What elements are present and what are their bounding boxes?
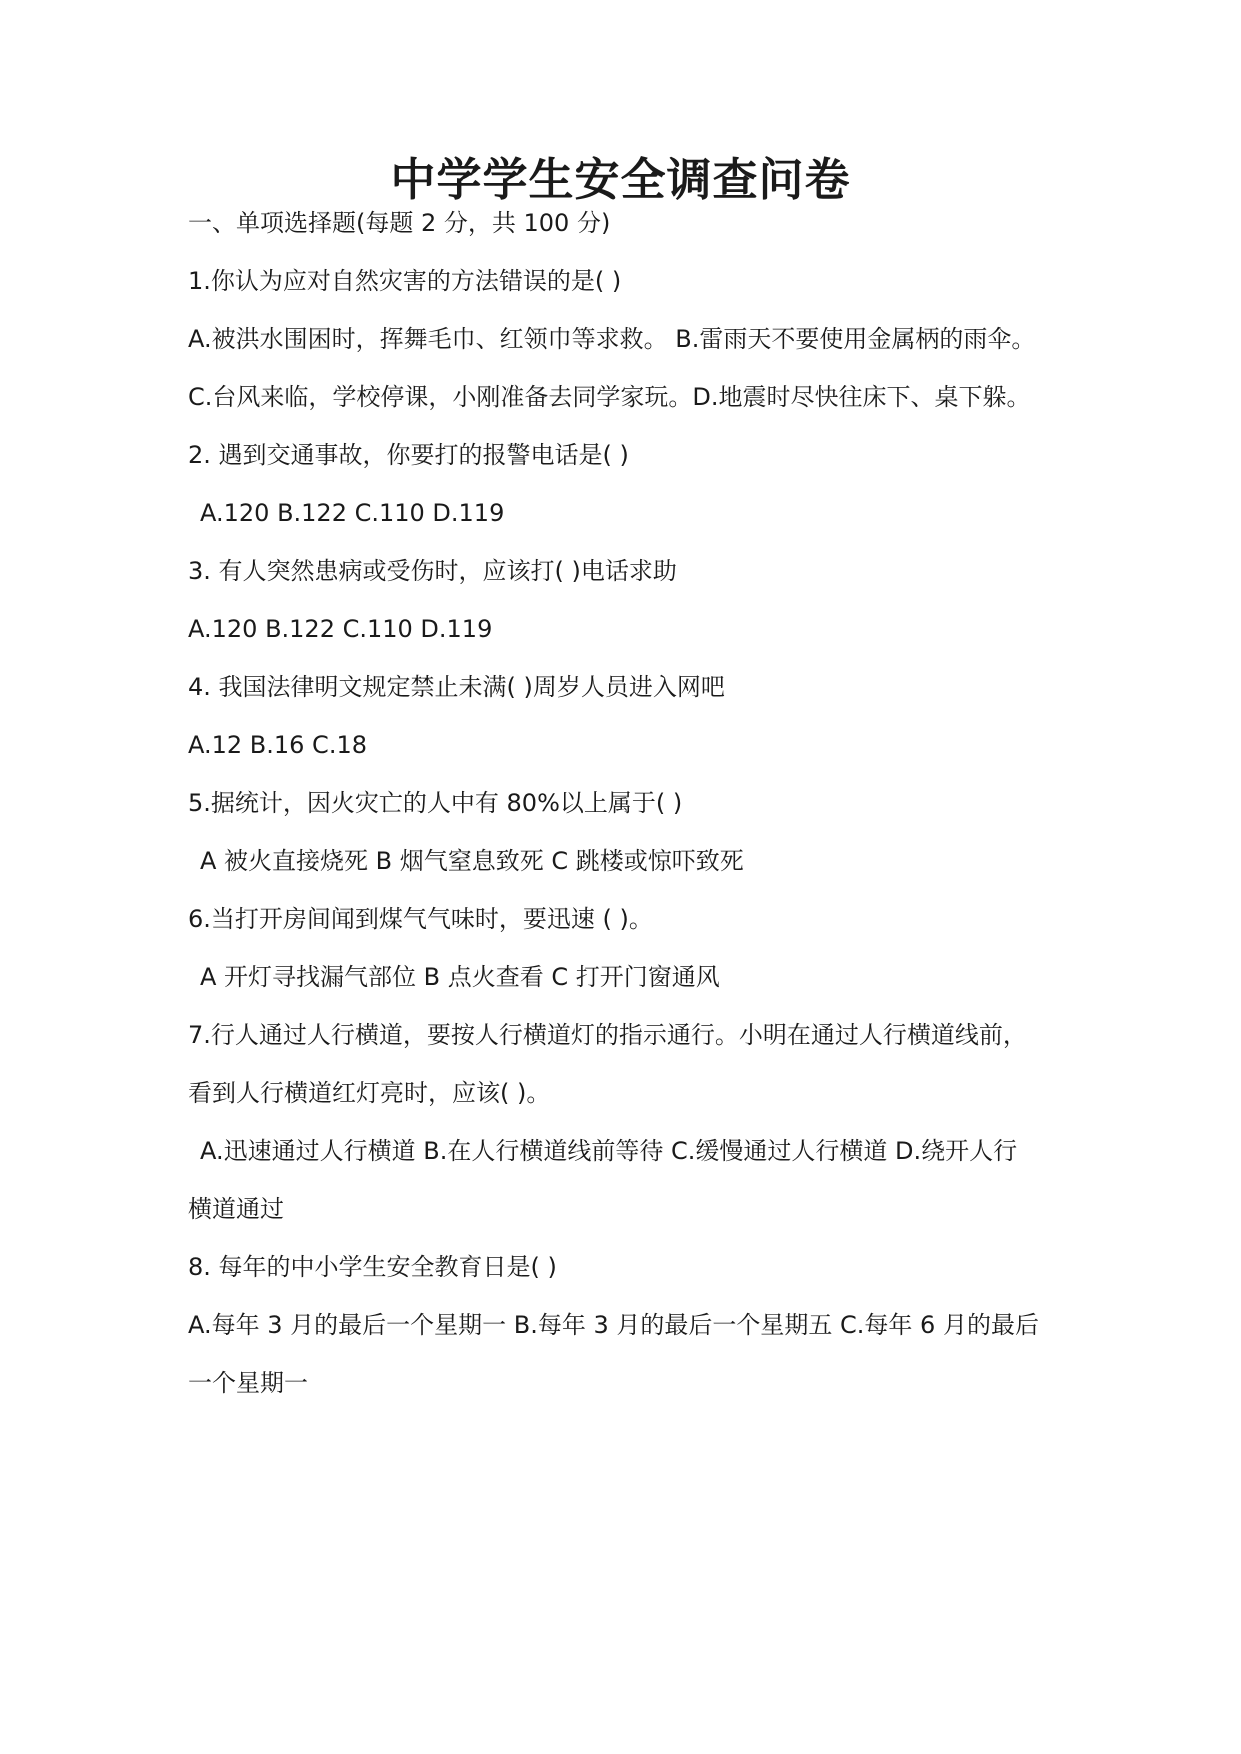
question-8-text: 8. 每年的中小学生安全教育日是( )	[188, 1253, 557, 1281]
question-5-options: A 被火直接烧死 B 烟气窒息致死 C 跳楼或惊吓致死	[200, 847, 744, 875]
question-1-text: 1.你认为应对自然灾害的方法错误的是( )	[188, 267, 622, 295]
question-6-options: A 开灯寻找漏气部位 B 点火查看 C 打开门窗通风	[200, 963, 720, 991]
section-heading: 一、单项选择题(每题 2 分，共 100 分)	[188, 209, 611, 237]
question-2-text: 2. 遇到交通事故，你要打的报警电话是( )	[188, 441, 629, 469]
question-8-options-line-1: A.每年 3 月的最后一个星期一 B.每年 3 月的最后一个星期五 C.每年 6 月的最后	[188, 1311, 1039, 1339]
document-title: 中学学生安全调查问卷	[390, 153, 851, 206]
question-3-options: A.120 B.122 C.110 D.119	[188, 615, 493, 643]
question-7-options-line-2: 横道通过	[188, 1195, 284, 1223]
question-6-text: 6.当打开房间闻到煤气气味时，要迅速 ( )。	[188, 905, 653, 933]
question-7-options-line-1: A.迅速通过人行横道 B.在人行横道线前等待 C.缓慢通过人行横道 D.绕开人行	[200, 1137, 1018, 1165]
question-4-options: A.12 B.16 C.18	[188, 731, 367, 759]
question-4-text: 4. 我国法律明文规定禁止未满( )周岁人员进入网吧	[188, 673, 725, 701]
question-7-text-line-1: 7.行人通过人行横道，要按人行横道灯的指示通行。小明在通过人行横道线前，	[188, 1021, 1027, 1049]
question-8-options-line-2: 一个星期一	[188, 1369, 308, 1397]
question-3-text: 3. 有人突然患病或受伤时，应该打( )电话求助	[188, 557, 677, 585]
question-1-options-line-2: C.台风来临，学校停课，小刚准备去同学家玩。D.地震时尽快往床下、桌下躲。	[188, 383, 1031, 411]
question-1-options-line-1: A.被洪水围困时，挥舞毛巾、红领巾等求救。 B.雷雨天不要使用金属柄的雨伞。	[188, 325, 1036, 353]
question-7-text-line-2: 看到人行横道红灯亮时，应该( )。	[188, 1079, 551, 1107]
question-2-options: A.120 B.122 C.110 D.119	[200, 499, 505, 527]
question-5-text: 5.据统计，因火灾亡的人中有 80%以上属于( )	[188, 789, 683, 817]
